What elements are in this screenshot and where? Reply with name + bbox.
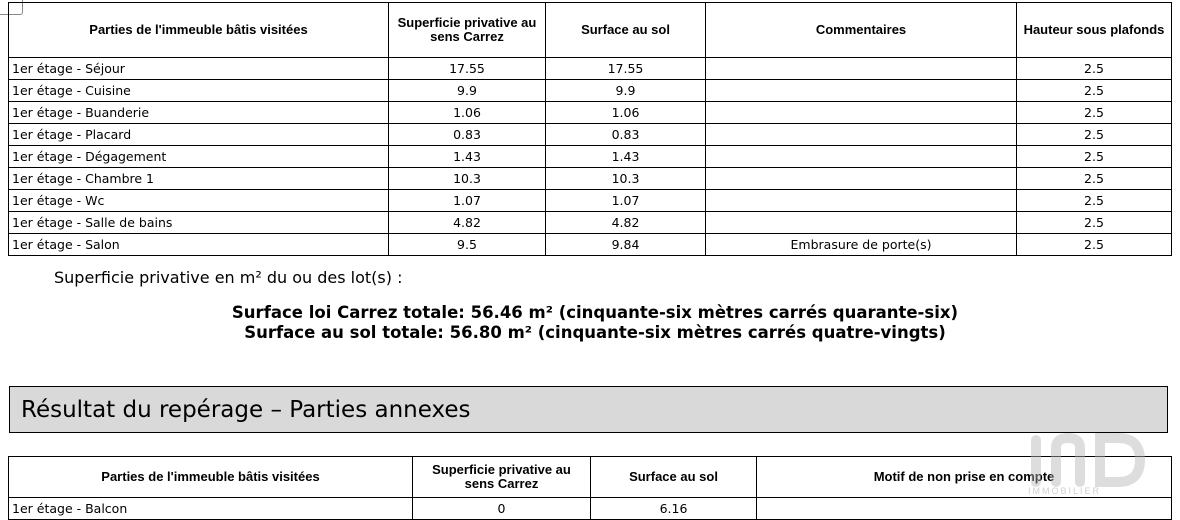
cell-sol: 1.06 [546, 102, 706, 124]
header-surface-sol: Surface au sol [546, 3, 706, 58]
cell-hauteur: 2.5 [1017, 234, 1172, 256]
cell-comment [706, 58, 1017, 80]
annex-table [8, 456, 1172, 520]
cell-carrez: 1.06 [389, 102, 546, 124]
summary-intro: Superficie privative en m² du ou des lot(s) : [54, 268, 403, 287]
cell-hauteur: 2.5 [1017, 102, 1172, 124]
header-parties: Parties de l'immeuble bâtis visitées [9, 3, 389, 58]
cell-sol: 0.83 [546, 124, 706, 146]
table-row [9, 168, 1172, 190]
annex-table-header-row [9, 457, 1172, 498]
cell-part: 1er étage - Balcon [9, 498, 413, 520]
table-row [9, 80, 1172, 102]
cell-comment [706, 146, 1017, 168]
cell-part: 1er étage - Buanderie [9, 102, 389, 124]
cell-part: 1er étage - Dégagement [9, 146, 389, 168]
cell-part: 1er étage - Salon [9, 234, 389, 256]
table-row [9, 146, 1172, 168]
cell-comment [706, 212, 1017, 234]
table-row [9, 124, 1172, 146]
cell-comment [706, 102, 1017, 124]
table-row [9, 498, 1172, 520]
cell-carrez: 9.5 [389, 234, 546, 256]
cell-comment [706, 124, 1017, 146]
annex-header-surface-sol: Surface au sol [591, 457, 757, 498]
cell-hauteur: 2.5 [1017, 190, 1172, 212]
table-row [9, 212, 1172, 234]
table-row [9, 102, 1172, 124]
cell-motif [757, 498, 1172, 520]
cell-carrez: 10.3 [389, 168, 546, 190]
cell-part: 1er étage - Wc [9, 190, 389, 212]
cell-hauteur: 2.5 [1017, 124, 1172, 146]
section-title: Résultat du repérage – Parties annexes [9, 386, 1168, 433]
cell-hauteur: 2.5 [1017, 212, 1172, 234]
header-superficie-carrez: Superficie privative au sens Carrez [389, 3, 546, 58]
cell-comment [706, 190, 1017, 212]
header-commentaires: Commentaires [706, 3, 1017, 58]
cell-sol: 17.55 [546, 58, 706, 80]
table-row [9, 234, 1172, 256]
annex-header-superficie-carrez: Superficie privative au sens Carrez [413, 457, 591, 498]
cell-carrez: 0.83 [389, 124, 546, 146]
cell-comment: Embrasure de porte(s) [706, 234, 1017, 256]
totals-block [0, 303, 1180, 343]
cell-hauteur: 2.5 [1017, 80, 1172, 102]
cell-sol: 9.9 [546, 80, 706, 102]
table-row [9, 58, 1172, 80]
surface-table [8, 2, 1172, 256]
sol-total: Surface au sol totale: 56.80 m² (cinquante-six mètres carrés quatre-vingts) [244, 323, 946, 342]
cell-part: 1er étage - Placard [9, 124, 389, 146]
cell-part: 1er étage - Salle de bains [9, 212, 389, 234]
cell-carrez: 17.55 [389, 58, 546, 80]
cell-sol: 6.16 [591, 498, 757, 520]
annex-header-motif: Motif de non prise en compte [757, 457, 1172, 498]
cell-sol: 9.84 [546, 234, 706, 256]
cell-carrez: 1.43 [389, 146, 546, 168]
cell-comment [706, 80, 1017, 102]
cell-part: 1er étage - Chambre 1 [9, 168, 389, 190]
cell-part: 1er étage - Cuisine [9, 80, 389, 102]
cell-hauteur: 2.5 [1017, 146, 1172, 168]
watermark-text: IMMOBILIER [1028, 486, 1102, 496]
annex-header-parties: Parties de l'immeuble bâtis visitées [9, 457, 413, 498]
cell-comment [706, 168, 1017, 190]
carrez-total: Surface loi Carrez totale: 56.46 m² (cinquante-six mètres carrés quarante-six) [231, 303, 959, 322]
cell-carrez: 4.82 [389, 212, 546, 234]
cell-sol: 4.82 [546, 212, 706, 234]
cell-carrez: 0 [413, 498, 591, 520]
table-row [9, 190, 1172, 212]
cell-hauteur: 2.5 [1017, 58, 1172, 80]
cell-part: 1er étage - Séjour [9, 58, 389, 80]
cell-carrez: 1.07 [389, 190, 546, 212]
cell-sol: 1.07 [546, 190, 706, 212]
surface-table-header-row [9, 3, 1172, 58]
header-hauteur-plafonds: Hauteur sous plafonds [1017, 3, 1172, 58]
cell-hauteur: 2.5 [1017, 168, 1172, 190]
cell-sol: 10.3 [546, 168, 706, 190]
cell-sol: 1.43 [546, 146, 706, 168]
cell-carrez: 9.9 [389, 80, 546, 102]
